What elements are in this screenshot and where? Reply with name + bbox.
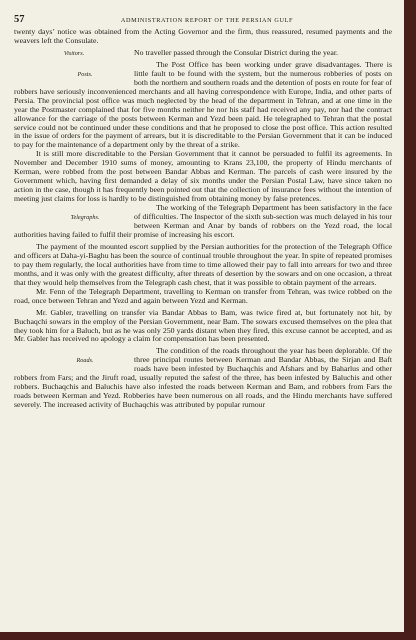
page-number: 57 <box>14 14 25 25</box>
side-note-roads: Roads. <box>76 357 94 365</box>
side-note-posts: Posts. <box>77 70 93 78</box>
paragraph-escort: The payment of the mounted escort supplied by the Persian authorities for the protection of the Telegraph Office and officers at Daha-yi-Baghu has been the source of continual trouble throughout the year. In spite of repeated promises to pay them regularly, the local authorities have from time to time allowed their pay to fall into arrears for two and three months, and it was only with the greatest difficulty, after threats of desertion by the sowars and on one occasion, a threat that they would help themselves from the Telegraph cash chest, that it was possible to obtain payment of the arrears. <box>14 241 392 287</box>
paragraph-fenn: Mr. Fenn of the Telegraph Department, travelling to Kerman on transfer from Tehran, was twice robbed on the road, once between Tehran and Yezd and again between Yezd and Kerman. <box>14 286 392 305</box>
page-header <box>14 14 392 28</box>
side-note-telegraphs: Telegraphs. <box>70 214 100 222</box>
paragraph-consulate: twenty days’ notice was obtained from the Acting Governor and the firm, thus reassured, resumed payments and the weavers left the Consulate. <box>14 27 392 45</box>
running-title: ADMINISTRATION REPORT OF THE PERSIAN GULF <box>120 17 294 24</box>
paragraph-post-office <box>14 61 392 151</box>
paragraph-telegraph-text: The working of the Telegraph Department has been satisfactory in the face of difficulties. The Inspector of the sixth sub-section was much delayed in his tour between Kerman and Anar by bands of robbers on the Yezd road, the local authorities having failed to fulfil their promise of increasing his escort. <box>14 203 392 239</box>
paragraph-visitors <box>14 49 392 58</box>
paragraph-roads-text: The condition of the roads throughout the year has been deplorable. Of the three principal routes between Kerman and Bandar Abbas, the Sirjan and Baft roads have been infested by Buchaqchis and Afshars and by Baharlus and other robbers from Fars; and the Jiruft road, usually reputed the safest of the three, has been infested by Baluchis and other robbers. Buchaqchis and Baluchis have also infested the roads between Kerman and Bam, and robbers from Fars the roads between Kerman and Yezd. Robberies have been numerous on all roads, and the Hindu merchants have suffered severely. The increased activity of Buchaqchis was attributed by popular rumour <box>14 346 392 410</box>
report-body <box>14 28 392 410</box>
paragraph-gabler: Mr. Gabler, travelling on transfer via Bandar Abbas to Bam, was twice fired at, but fortunately not hit, by Buchaqchi sowars in the employ of the Persian Government, near Bam. The sowars excused themselves on the plea that they took him for a Baluch, but as he was only 250 yards distant when they fired, this excuse cannot be accepted, and as Mr. Gabler has received no apology a claim for compensation has been presented. <box>14 307 392 344</box>
paragraph-roads <box>14 347 392 410</box>
paragraph-visitors-text: No traveller passed through the Consular District during the year. <box>134 47 338 57</box>
paragraph-post-office-text: The Post Office has been working under grave disadvantages. There is little fault to be found with the system, but the numerous robberies of posts on both the northern and southern roads and the detention of posts en route for fear of robbers have seriously inconvenienced merchants and all having correspondence with Europe, India, and other parts of Persia. The provincial post office was much neglected by the head of the department in Tehran, and at one time in the year the Postmaster complained that for five months neither he nor his staff had received any pay, nor had the contract allowance for the carriage of the posts between Kerman and Yezd been paid. He telegraphed to Tehran that the postal service could not be continued under these conditions and that he proposed to close the post office. This action resulted in the issue of orders for the payment of arrears, but it is discreditable to the Persian Government that it can be induced to pay for the maintenance of a department only by the threat of a strike. <box>14 59 392 150</box>
paragraph-telegraph <box>14 204 392 240</box>
paragraph-insurance: It is still more discreditable to the Persian Government that it cannot be persuaded to fulfil its agreements. In November and December 1910 sums of money, amounting to Krans 23,100, the property of Hindu merchants of Kerman, were robbed from the post between Bandar Abbas and Kerman. The parcels of cash were insured by the Government which, having first demanded a delay of six months under the Persian Postal Law, have since taken no action in the case, though it has frequently been pointed out that the collection of insurance fees without the intention of meeting just claims for loss is hardly to be distinguished from obtaining money by false pretences. <box>14 149 392 204</box>
side-note-visitors: Visitors. <box>63 49 85 57</box>
